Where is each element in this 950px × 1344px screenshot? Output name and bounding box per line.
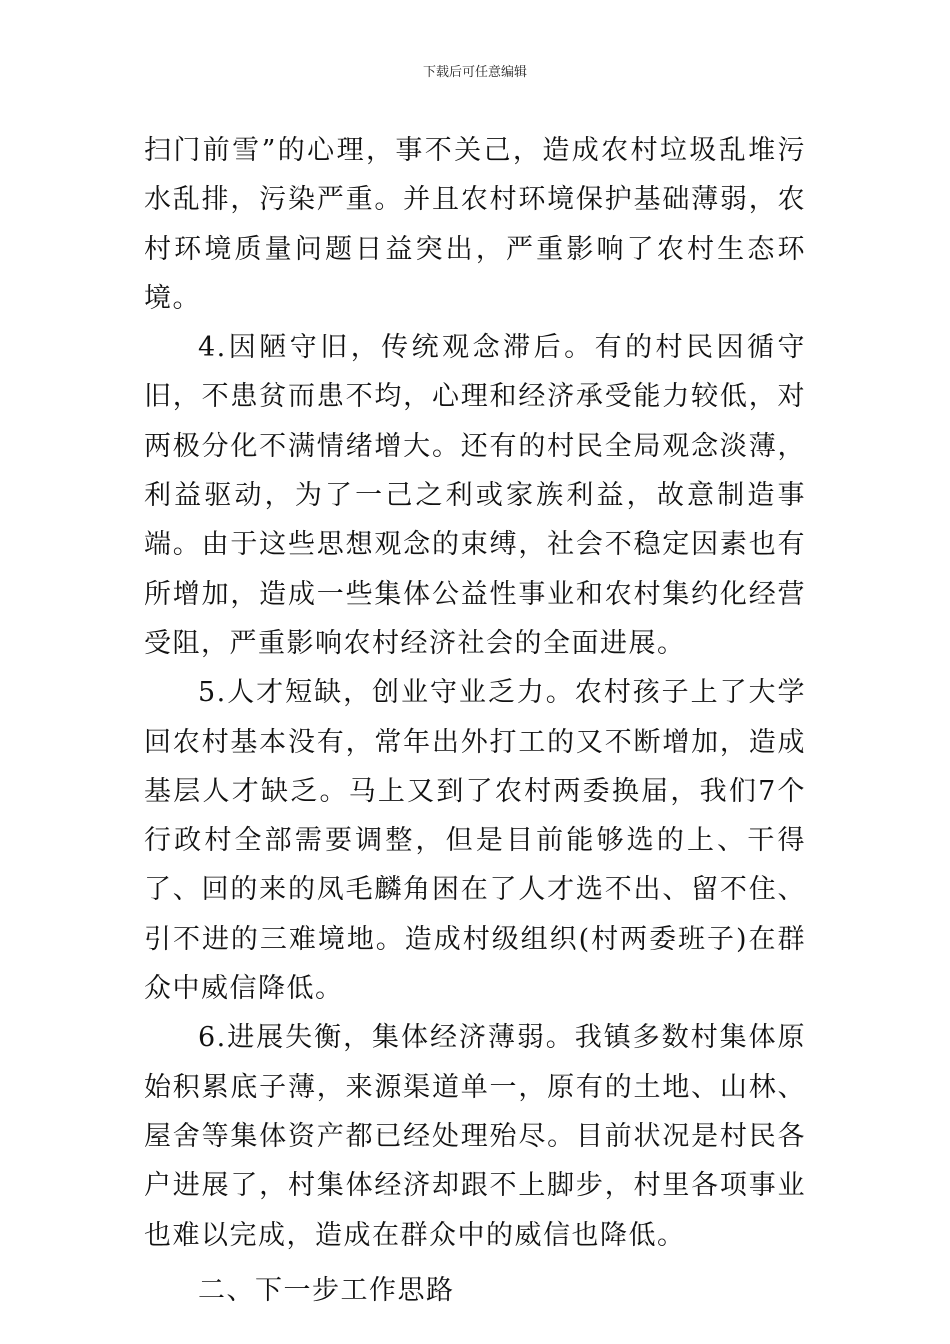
page-header: 下载后可任意编辑 (422, 65, 527, 80)
section-heading: 二、下一步工作思路 (198, 1274, 455, 1306)
paragraph-item-5: 5.人才短缺，创业守业乏力。农村孩子上了大学回农村基本没有，常年出外打工的又不断增加，造成基层人才缺乏。马上又到了农村两委换届，我们7个行政村全部需要调整，但是目前能够选的上、干得了、回的来的凤毛麟角困在了人才选不出、留不住、引不进的三难境地。造成村级组织(村两委班子)在群众中威信降低。 (144, 677, 806, 1005)
paragraph-item-4: 4.因陋守旧，传统观念滞后。有的村民因循守旧，不患贫而患不均，心理和经济承受能力较低，对两极分化不满情绪增大。还有的村民全局观念淡薄，利益驱动，为了一己之利或家族利益，故意制造事端。由于这些思想观念的束缚，社会不稳定因素也有所增加，造成一些集体公益性事业和农村集约化经营受阻，严重影响农村经济社会的全面进展。 (144, 332, 806, 659)
paragraph-continuation: 扫门前雪”的心理，事不关己，造成农村垃圾乱堆污水乱排，污染严重。并且农村环境保护基础薄弱，农村环境质量问题日益突出，严重影响了农村生态环境。 (144, 135, 806, 314)
document-body (144, 126, 806, 1315)
paragraph-item-6: 6.进展失衡，集体经济薄弱。我镇多数村集体原始积累底子薄，来源渠道单一，原有的土地、山林、屋舍等集体资产都已经处理殆尽。目前状况是村民各户进展了，村集体经济却跟不上脚步，村里各项事业也难以完成，造成在群众中的威信也降低。 (144, 1022, 806, 1251)
